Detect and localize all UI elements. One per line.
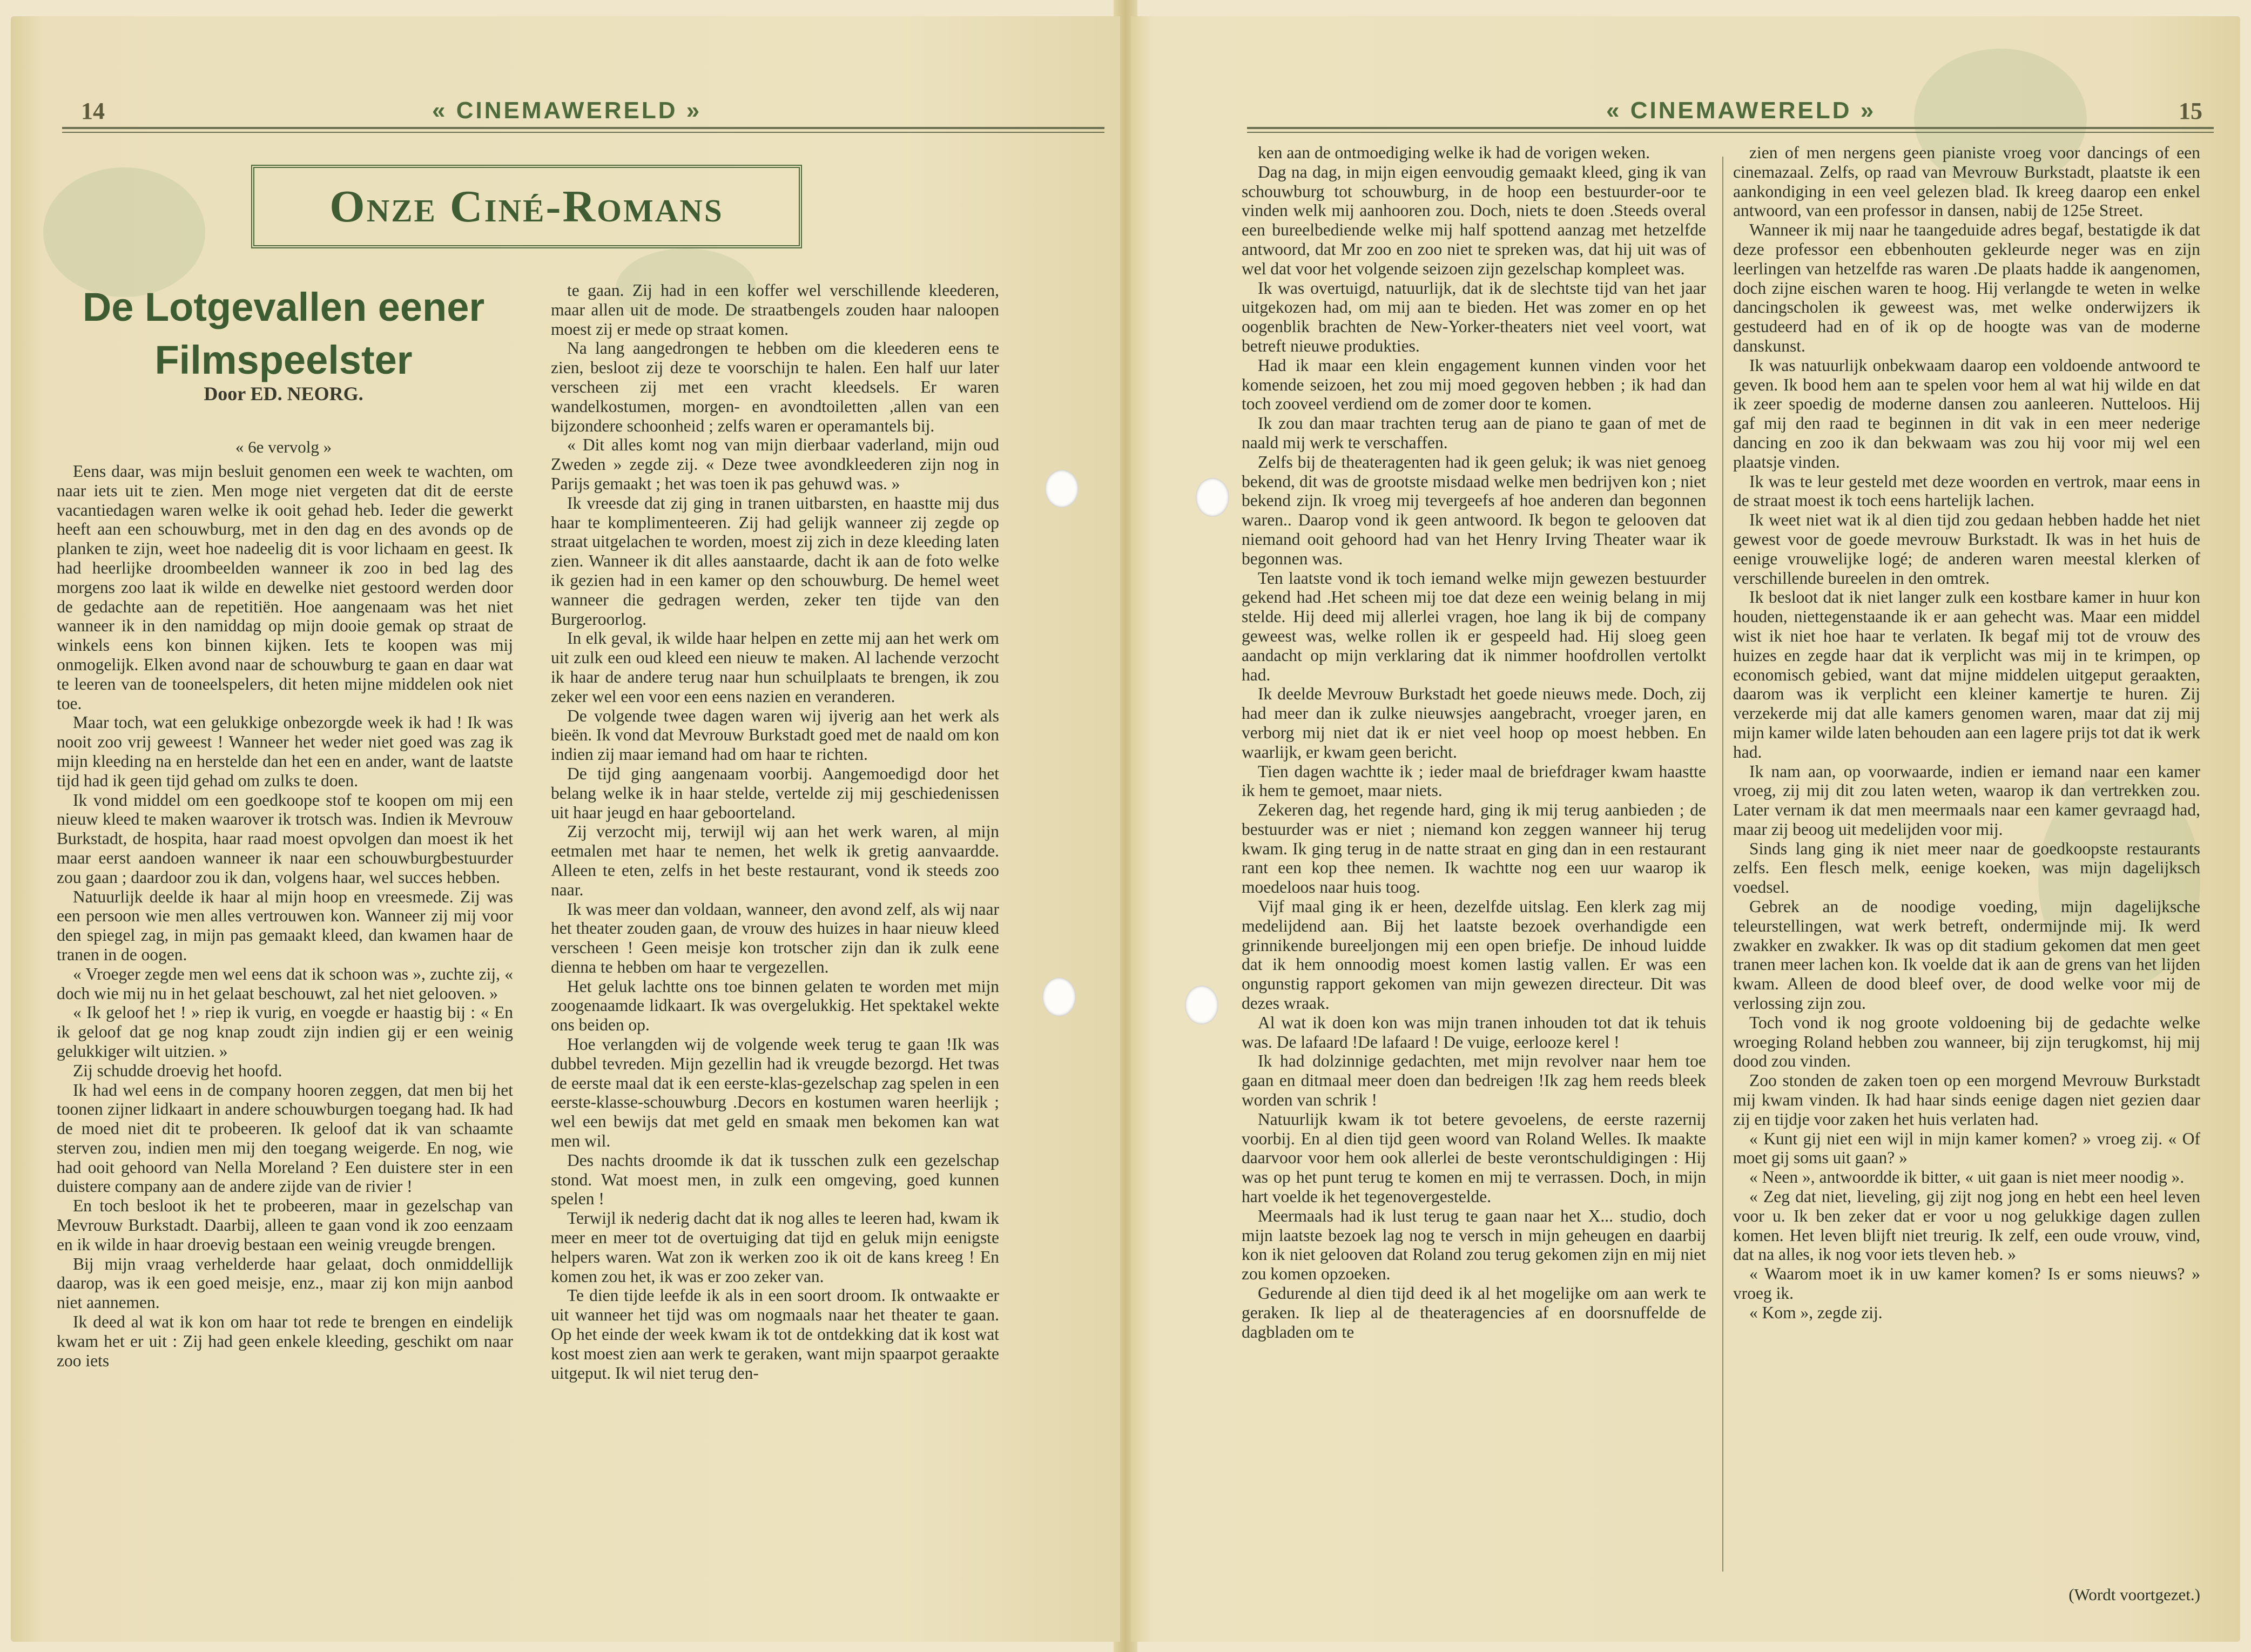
- paragraph: « Waarom moet ik in uw kamer komen? Is er soms nieuws? » vroeg ik.: [1733, 1264, 2200, 1303]
- paragraph: En toch besloot ik het te probeeren, maar in gezelschap van Mevrouw Burkstadt. Daarbij, alleen te gaan vond ik zoo eenzaam en ik wilde in haar droevig bestaan een weinig vreugde brengen.: [57, 1196, 513, 1254]
- paragraph: Meermaals had ik lust terug te gaan naar het X... studio, doch mijn laatste bezoek lag nog te versch in mijn geheugen en daarbij kon ik niet gelooven dat Roland zou terug gekomen zijn en mij niet zou komen opzoeken.: [1242, 1206, 1706, 1284]
- story-title: De Lotgevallen eener Filmspeelster: [82, 285, 485, 382]
- paragraph: te gaan. Zij had in een koffer wel verschillende kleederen, maar allen uit de mode. De straatbengels zouden haar naloopen moest zij er mede op straat komen.: [551, 281, 999, 339]
- paragraph: Na lang aangedrongen te hebben om die kleederen eens te zien, besloot zij deze te voorschijn te halen. Een half uur later verscheen zij met een vracht kleedsels. Er waren wandelkostumen, morgen- en avondtoiletten ,allen van een bijzondere schoonheid ; zelfs waren er operamantels bij.: [551, 339, 999, 435]
- header-rule: [1247, 127, 2214, 129]
- left-page: [11, 16, 1120, 1642]
- paragraph: Natuurlijk kwam ik tot betere gevoelens, de eerste razernij voorbij. En al dien tijd geen woord van Roland Welles. Ik maakte daarvoor voor hem ook allerlei de beste verontschuldigingen : Hij was op het punt terug te komen en mij te verrassen. Doch, in mijn hart voelde ik het tegenovergestelde.: [1242, 1109, 1706, 1206]
- punch-hole: [1042, 977, 1076, 1016]
- header-rule: [62, 127, 1104, 129]
- header-rule-thin: [1247, 132, 2214, 133]
- paragraph: Eens daar, was mijn besluit genomen een week te wachten, om naar iets uit te zien. Men moge niet vergeten dat dit de eerste vacantiedagen waren welke ik ooit gehad heb. Ieder die gewerkt heeft aan een schouwburg, met in den dag en des avonds op de planken te zijn, weet hoe nadeelig dit is voor lichaam en geest. Ik had heerlijke droombeelden wanneer ik zoo in bed lag des morgens zoo laat ik wilde en dewelke niet gestoord werden door de gedachte aan de repetitiën. Hoe aangenaam was het niet wanneer ik in den namiddag op mijn dooie gemak op straat de winkels eens kon binnen kijken. Iets te koopen was mij onmogelijk. Elken avond naar de schouwburg te gaan en daar wat te leeren van de tooneelspelers, dit heten mijne middelen ook niet toe.: [57, 462, 513, 713]
- article-column-1: [57, 462, 513, 1370]
- header-rule-thin: [62, 132, 1104, 133]
- paragraph: « Kunt gij niet een wijl in mijn kamer komen? » vroeg zij. « Of moet gij soms uit gaan? »: [1733, 1129, 2200, 1168]
- article-column-2: [551, 281, 999, 1383]
- paragraph: Dag na dag, in mijn eigen eenvoudig gemaakt kleed, ging ik van schouwburg tot schouwburg, in de hoop een bestuurder-oor te vinden welk mij aanhooren zou. Doch, niets te doen .Steeds overal een bureelbediende welke mij half spottend aanzag met hetzelfde antwoord, dat Mr zoo en zoo niet te spreken was, dat hij uit was of wel dat voor het volgende seizoen zijn gezelschap kompleet was.: [1242, 162, 1706, 278]
- page-number: 15: [2179, 98, 2202, 124]
- paragraph: « Kom », zegde zij.: [1749, 1303, 1883, 1322]
- paragraph: Ik vreesde dat zij ging in tranen uitbarsten, en haastte mij dus haar te komplimenteeren. Zij had gelijk wanneer zij zegde op straat uitgelachen te worden, moest zij zich in deze kleeding laten zien. Wanneer ik dit alles aanstaarde, dacht ik aan de foto welke ik gezien had in een kamer op den schouwburg. De hemel weet wanneer die gedragen werden, zeker ten tijde van den Burgeroorlog.: [551, 493, 999, 629]
- paragraph: Had ik maar een klein engagement kunnen vinden voor het komende seizoen, het zou mij moed gegoven hebben ; ik had dan toch zooveel verdiend om de zomer door te komen.: [1242, 355, 1706, 414]
- paragraph: Wanneer ik mij naar he taangeduide adres begaf, bestatigde ik dat deze professor een ebbenhouten gekleurde neger was en zijn leerlingen van hetzelfde ras waren .De plaats hadde ik aangenomen, doch zijne eischen waren te hoog. Hij verlangde te weten in welke dancingscholen ik geweest was, met welke onderwijzers ik gestudeerd had en of ik op de hoogte was van de moderne danskunst.: [1733, 220, 2200, 355]
- byline: Door ED. NEORG.: [204, 383, 363, 404]
- paragraph: Zij verzocht mij, terwijl wij aan het werk waren, al mijn eetmalen met haar te nemen, het welk ik gretig aanvaardde. Alleen te eten, zelfs in het beste restaurant, vond ik steeds zoo naar.: [551, 822, 999, 899]
- paragraph: Ik was overtuigd, natuurlijk, dat ik de slechtste tijd van het jaar uitgekozen had, om mij aan te bieden. Het was zomer en op het oogenblik brachten de New-Yorker-theaters niet veel voort, wat betreft nieuwe produkties.: [1242, 278, 1706, 355]
- paragraph: Terwijl ik nederig dacht dat ik nog alles te leeren had, kwam ik meer en meer tot de overtuiging dat tijd en geluk mijn eenigste helpers waren. Wat zon ik werken zoo ik oit de kans kreeg ! En komen zou het, ik was er zoo zeker van.: [551, 1209, 999, 1286]
- paragraph: De volgende twee dagen waren wij ijverig aan het werk als bieën. Ik vond dat Mevrouw Burkstadt goed met de naald om kon indien zij maar iemand had om haar te richten.: [551, 706, 999, 764]
- punch-hole: [1185, 986, 1218, 1024]
- paragraph: Ik deed al wat ik kon om haar tot rede te brengen en eindelijk kwam het er uit : Zij had geen enkele kleeding, geschikt om naar zoo iets: [57, 1312, 513, 1370]
- paragraph: Ik vond middel om een goedkoope stof te koopen om mij een nieuw kleed te maken waarover ik trotsch was. Indien ik Mevrouw Burkstadt, de hospita, haar raad moest opvolgen dan moest ik het maar eerst aandoen wanneer ik naar een schouwburgbestuurder zou gaan ; daardoor zou ik dan, volgens haar, wel succes hebben.: [57, 790, 513, 887]
- paragraph: Gebrek an de noodige voeding, mijn dagelijksche teleurstellingen, wat werk betreft, ondermijnde mij. Ik werd zwakker en zwakker. Ik was op dit stadium gekomen dat men geet tranen meer lachen kon. Ik voelde dat ik aan de grens van het lijden kwam. Alleen de dood bleef over, de dood welke voor mij de verlossing zijn zou.: [1733, 897, 2200, 1013]
- paragraph: De tijd ging aangenaam voorbij. Aangemoedigd door het belang welke ik in haar stelde, vertelde zij mij geschiedenissen uit haar jeugd en haar geboorteland.: [551, 764, 999, 822]
- paragraph: Zoo stonden de zaken toen op een morgend Mevrouw Burkstadt mij kwam vinden. Ik had haar sinds eenige dagen niet gezien daar zij en tijdje voor zaken het huis verlaten had.: [1733, 1071, 2200, 1129]
- section-title-box: [251, 165, 802, 248]
- paragraph: Bij mijn vraag verhelderde haar gelaat, doch onmiddellijk daarop, was ik een goed meisje, enz., maar zij kon mijn aanbod niet aannemen.: [57, 1254, 513, 1312]
- paragraph: Sinds lang ging ik niet meer naar de goedkoopste restaurants zelfs. Een flesch melk, eenige koeken, was mijn dagelijksch voedsel.: [1733, 839, 2200, 897]
- paragraph: Ik weet niet wat ik al dien tijd zou gedaan hebben hadde het niet gewest voor de goede mevrouw Burkstadt. Ik was in het huis de eenige vrouwelijke logé; de anderen waren meestal klerken of verschillende bureelen in den omtrek.: [1733, 510, 2200, 588]
- paragraph: Des nachts droomde ik dat ik tusschen zulk een gezelschap stond. Wat moest men, in zulk een omgeving, goed kunnen spelen !: [551, 1150, 999, 1209]
- paragraph: Ik was natuurlijk onbekwaam daarop een voldoende antwoord te geven. Ik bood hem aan te spelen voor hem al wat hij wilde en dat ik zeer spoedig de moderne dansen zou aanleeren. Nutteloos. Hij gaf mij den raad te beginnen in dit vak in een meer nederige dancing en zoo ik dan bekwaam was zou hij voor mij wel een plaatsje vinden.: [1733, 355, 2200, 471]
- paragraph: Ten laatste vond ik toch iemand welke mijn gewezen bestuurder gekend had .Het scheen mij toe dat deze een weinig belang in mij stelde. Hij deed mij allerlei vragen, hoe lang ik bij de company geweest was, welke rollen ik er gespeeld had. Hij sloeg geen aandacht op mijn verklaring dat ik nimmer hoofdrollen vertolkt had.: [1242, 568, 1706, 684]
- section-title: Onze Ciné-Romans: [329, 181, 724, 232]
- running-head: « CINEMAWERELD »: [1606, 97, 1876, 124]
- paragraph: Gedurende al dien tijd deed ik al het mogelijke om aan werk te geraken. Ik liep al de theateragencies af en doorsnuffelde de dagbladen om te: [1242, 1284, 1706, 1341]
- paragraph: « Dit alles komt nog van mijn dierbaar vaderland, mijn oud Zweden » zegde zij. « Deze twee avondkleederen zijn nog in Parijs gemaakt ; het was toen ik pas gehuwd was. »: [551, 435, 999, 493]
- paragraph: Te dien tijde leefde ik als in een soort droom. Ik ontwaakte er uit wanneer het tijd was om nogmaals naar het theater te gaan. Op het einde der week kwam ik tot de ontdekking dat ik kost wat kost moest zien aan werk te geraken, want mijn spaarpot geraakte uitgeput. Ik wil niet terug den-: [551, 1286, 999, 1383]
- continued-label: « 6e vervolg »: [235, 437, 332, 456]
- paragraph: Al wat ik doen kon was mijn tranen inhouden tot dat ik tehuis was. De lafaard !De lafaard ! De vuige, eerlooze kerel !: [1242, 1013, 1706, 1051]
- paragraph: Ik nam aan, op voorwaarde, indien er iemand naar een kamer vroeg, zij mij dit zou laten weten, waarop ik dan vertrekken zou. Later vernam ik dat men meermaals naar een kamer gevraagd had, maar zij beoog uit medelijden voor mij.: [1733, 761, 2200, 839]
- paragraph: ken aan de ontmoediging welke ik had de vorigen weken.: [1258, 143, 1650, 162]
- paper-stain: [43, 167, 205, 297]
- paragraph: Ik deelde Mevrouw Burkstadt het goede nieuws mede. Doch, zij had meer dan ik zulke nieuwsjes aangebracht, vroeger jaren, en verborg mij niet dat ik er niet veel hoop op moest hebben. En waarlijk, er kwam geen bericht.: [1242, 684, 1706, 761]
- paragraph: « Zeg dat niet, lieveling, gij zijt nog jong en hebt een heel leven voor u. Ik ben zeker dat er voor u nog gelukkige dagen zullen komen. Het leven blijft niet treurig. Ik zelf, een oude vrouw, vind, dat na alles, ik nog voor iets tleven heb. »: [1733, 1187, 2200, 1264]
- paragraph: Zelfs bij de theateragenten had ik geen geluk; ik was niet genoeg bekend, dit was de grootste misdaad welke men bedrijven kon ; niet bekend zijn. Ik vroeg mij tevergeefs af hoe anderen dan begonnen waren.. Daarop vond ik geen antwoord. Ik begon te gelooven dat niemand ooit gehoord had van het Henry Irving Theater waar ik begonnen was.: [1242, 452, 1706, 568]
- page-number: 14: [81, 98, 105, 124]
- paragraph: « Neen », antwoordde ik bitter, « uit gaan is niet meer noodig ».: [1749, 1168, 2185, 1187]
- paragraph: « Ik geloof het ! » riep ik vurig, en voegde er haastig bij : « En ik geloof dat ge nog knap zoudt zijn indien gij er een weinig gelukkiger wilt uitzien. »: [57, 1003, 513, 1061]
- paragraph: Ik had dolzinnige gedachten, met mijn revolver naar hem toe gaan en ditmaal meer doen dan bedreigen !Ik zag hem reeds bleek worden van schrik !: [1242, 1051, 1706, 1110]
- continued-note: (Wordt voortgezet.): [2068, 1585, 2200, 1604]
- paragraph: Maar toch, wat een gelukkige onbezorgde week ik had ! Ik was nooit zoo vrij geweest ! Wanneer het weder niet goed was zag ik mijn kleeding na en herstelde dan het een en ander, want de laatste tijd had ik geen tijd gehad om zulks te doen.: [57, 713, 513, 790]
- paragraph: Ik was te leur gesteld met deze woorden en vertrok, maar eens in de straat moest ik toch eens hartelijk lachen.: [1733, 471, 2200, 510]
- paragraph: Natuurlijk deelde ik haar al mijn hoop en vreesmede. Zij was een persoon wie men alles vertrouwen kon. Wanneer zij mij voor den spiegel zag, in mijn pas gemaakt kleed, dan kwamen haar de tranen in de oogen.: [57, 887, 513, 964]
- paragraph: Ik besloot dat ik niet langer zulk een kostbare kamer in huur kon houden, niettegenstaande ik er aan gehecht was. Maar een middel wist ik niet hoe haar te verlaten. Ik begaf mij tot de vrouw des huizes en zegde haar dat ik verplicht was mij in te krimpen, op economisch gebied, want dat mijne middelen uitgeput geraakten, daarom was ik verplicht een kleiner kamertje te huren. Zij verzekerde mij dat alle kamers genomen waren, maar dat zij mij mijn kamer wilde laten behouden aan een lagere prijs tot dat ik werk had.: [1733, 588, 2200, 761]
- article-column-3: [1242, 143, 1706, 1341]
- paragraph: Zekeren dag, het regende hard, ging ik mij terug aanbieden ; de bestuurder was er niet ; niemand kon zeggen wanneer hij terug kwam. Ik ging terug in de natte straat en ging dan in een restaurant rant een kop thee nemen. Ik wachtte nog een uur waarop ik moedeloos naar huis toog.: [1242, 800, 1706, 897]
- column-divider: [1722, 157, 1723, 1572]
- paragraph: Vijf maal ging ik er heen, dezelfde uitslag. Een klerk zag mij medelijdend aan. Bij het laatste bezoek overhandigde een grinnikende bureeljongen mij een open briefje. De inhoud luidde dat ik hem onnoodig moest komen lastig vallen. Er was een ongunstig rapport gekomen van mijn gewezen directeur. Dit was dezes wraak.: [1242, 897, 1706, 1013]
- paragraph: Hoe verlangden wij de volgende week terug te gaan !Ik was dubbel tevreden. Mijn gezellin had ik vreugde bezorgd. Het twas de eerste maal dat ik een eerste-klas-gezelschap zag spelen in een eerste-klasse-schouwburg .Decors en kostumen waren heerlijk ; wel een bewijs dat met geld en smaak men bekomen kan wat men wil.: [551, 1035, 999, 1151]
- paragraph: Tien dagen wachtte ik ; ieder maal de briefdrager kwam haastte ik hem te gemoet, maar niets.: [1242, 761, 1706, 800]
- punch-hole: [1045, 470, 1079, 508]
- punch-hole: [1196, 478, 1229, 517]
- paragraph: Zij schudde droevig het hoofd.: [73, 1061, 282, 1080]
- paragraph: In elk geval, ik wilde haar helpen en zette mij aan het werk om uit zulk een oud kleed een nieuw te maken. Al lachende verzocht ik haar de andere terug naar hun schuilplaats te brengen, ik zou zeker wel een voor een eens nazien en veranderen.: [551, 629, 999, 706]
- paragraph: Ik had wel eens in de company hooren zeggen, dat men bij het toonen zijner lidkaart in andere schouwburgen toegang had. Ik had de moed niet dit te probeeren. Ik geloof dat ik van schaamte sterven zou, indien men mij den toegang weigerde. En nog, wie had ooit gehoord van Nella Moreland ? Een duistere ster in een duistere company aan de andere zijde van de rivier !: [57, 1080, 513, 1196]
- article-column-4: [1733, 143, 2200, 1323]
- paragraph: Toch vond ik nog groote voldoening bij de gedachte welke wroeging Roland hebben zou wanneer, bij zijn terugkomst, hij mij dood zou vinden.: [1733, 1013, 2200, 1071]
- paragraph: Het geluk lachtte ons toe binnen gelaten te worden met mijn zoogenaamde lidkaart. Ik was overgelukkig. Het spektakel wekte ons beiden op.: [551, 976, 999, 1035]
- right-page: [1131, 16, 2240, 1642]
- paragraph: « Vroeger zegde men wel eens dat ik schoon was », zuchte zij, « doch wie mij nu in het gelaat beschouwt, zal het niet gelooven. »: [57, 964, 513, 1003]
- paragraph: zien of men nergens geen pianiste vroeg voor dancings of een cinemazaal. Zelfs, op raad van Mevrouw Burkstadt, plaatste ik een aankondiging in een veel gelezen blad. Ik kreeg daarop een enkel antwoord, van een professor in dansen, nabij de 125e Street.: [1733, 143, 2200, 220]
- paragraph: Ik zou dan maar trachten terug aan de piano te gaan of met de naald mij werk te verschaffen.: [1242, 414, 1706, 452]
- running-head: « CINEMAWERELD »: [432, 97, 702, 124]
- continued-note-row: [1733, 1585, 2200, 1607]
- paragraph: Ik was meer dan voldaan, wanneer, den avond zelf, als wij naar het theater zouden gaan, de vrouw des huizes in haar nieuw kleed verscheen ! Geen meisje kon trotscher zijn dan ik zulk eene dienna te hebben om haar te vergezellen.: [551, 899, 999, 976]
